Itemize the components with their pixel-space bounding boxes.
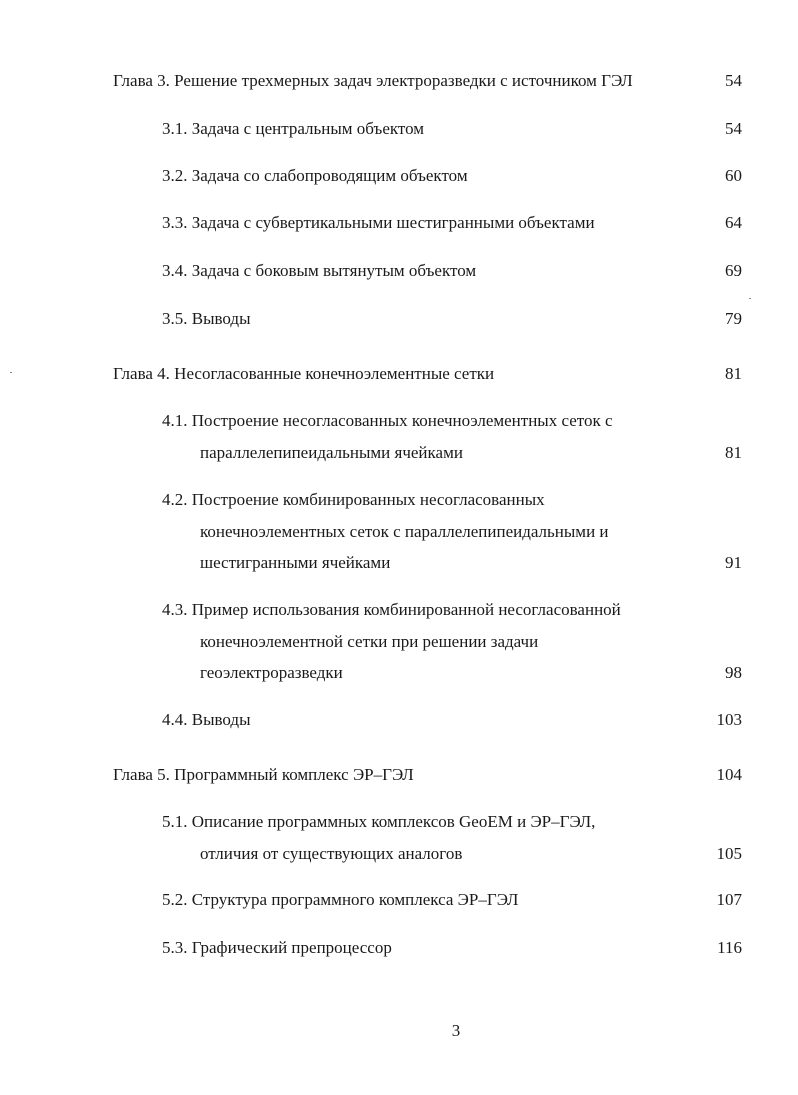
section-4-3-page: 98	[725, 663, 742, 682]
scan-speck	[10, 372, 12, 373]
section-4-1-page: 81	[725, 443, 742, 462]
section-3-3-page: 64	[725, 213, 742, 232]
section-4-1-line-1: 4.1. Построение несогласованных конечноэлементных сеток с	[162, 411, 613, 430]
section-5-2-title: 5.2. Структура программного комплекса ЭР–ГЭЛ	[162, 890, 519, 909]
section-5-1-page: 105	[716, 844, 742, 863]
section-5-3-title: 5.3. Графический препроцессор	[162, 938, 392, 957]
section-4-2-page: 91	[725, 553, 742, 572]
section-4-4-title: 4.4. Выводы	[162, 710, 251, 729]
section-5-3-page: 116	[717, 938, 742, 957]
section-4-3-line-3: геоэлектроразведки	[200, 663, 343, 682]
chapter-4-page: 81	[725, 364, 742, 383]
section-4-2-line-2: конечноэлементных сеток с параллелепипеидальными и	[200, 522, 609, 541]
chapter-5-title: Глава 5. Программный комплекс ЭР–ГЭЛ	[113, 765, 414, 784]
section-3-1-page: 54	[725, 119, 742, 138]
section-4-2-line-1: 4.2. Построение комбинированных несогласованных	[162, 490, 545, 509]
section-3-1-title: 3.1. Задача с центральным объектом	[162, 119, 425, 138]
section-4-2-line-3: шестигранными ячейками	[200, 553, 391, 572]
section-3-4-page: 69	[725, 261, 742, 280]
section-3-3-title: 3.3. Задача с субвертикальными шестигранными объектами	[162, 213, 595, 232]
section-5-2-page: 107	[716, 890, 742, 909]
section-3-2-title: 3.2. Задача со слабопроводящим объектом	[162, 166, 468, 185]
section-4-4-page: 103	[716, 710, 742, 729]
chapter-3-title: Глава 3. Решение трехмерных задач электроразведки с источником ГЭЛ	[113, 71, 633, 90]
section-5-1-line-1: 5.1. Описание программных комплексов GeoEM и ЭР–ГЭЛ,	[162, 812, 596, 831]
page-number: 3	[451, 1021, 461, 1040]
section-4-3-line-2: конечноэлементной сетки при решении задачи	[200, 632, 539, 651]
section-3-4-title: 3.4. Задача с боковым вытянутым объектом	[162, 261, 477, 280]
chapter-5-page: 104	[716, 765, 742, 784]
chapter-3-page: 54	[725, 71, 742, 90]
section-3-5-page: 79	[725, 309, 742, 328]
section-5-1-line-2: отличия от существующих аналогов	[200, 844, 463, 863]
scan-speck	[749, 298, 751, 299]
section-4-1-line-2: параллелепипеидальными ячейками	[200, 443, 463, 462]
chapter-4-title: Глава 4. Несогласованные конечноэлементные сетки	[113, 364, 495, 383]
section-3-5-title: 3.5. Выводы	[162, 309, 251, 328]
section-3-2-page: 60	[725, 166, 742, 185]
section-4-3-line-1: 4.3. Пример использования комбинированной несогласованной	[162, 600, 621, 619]
